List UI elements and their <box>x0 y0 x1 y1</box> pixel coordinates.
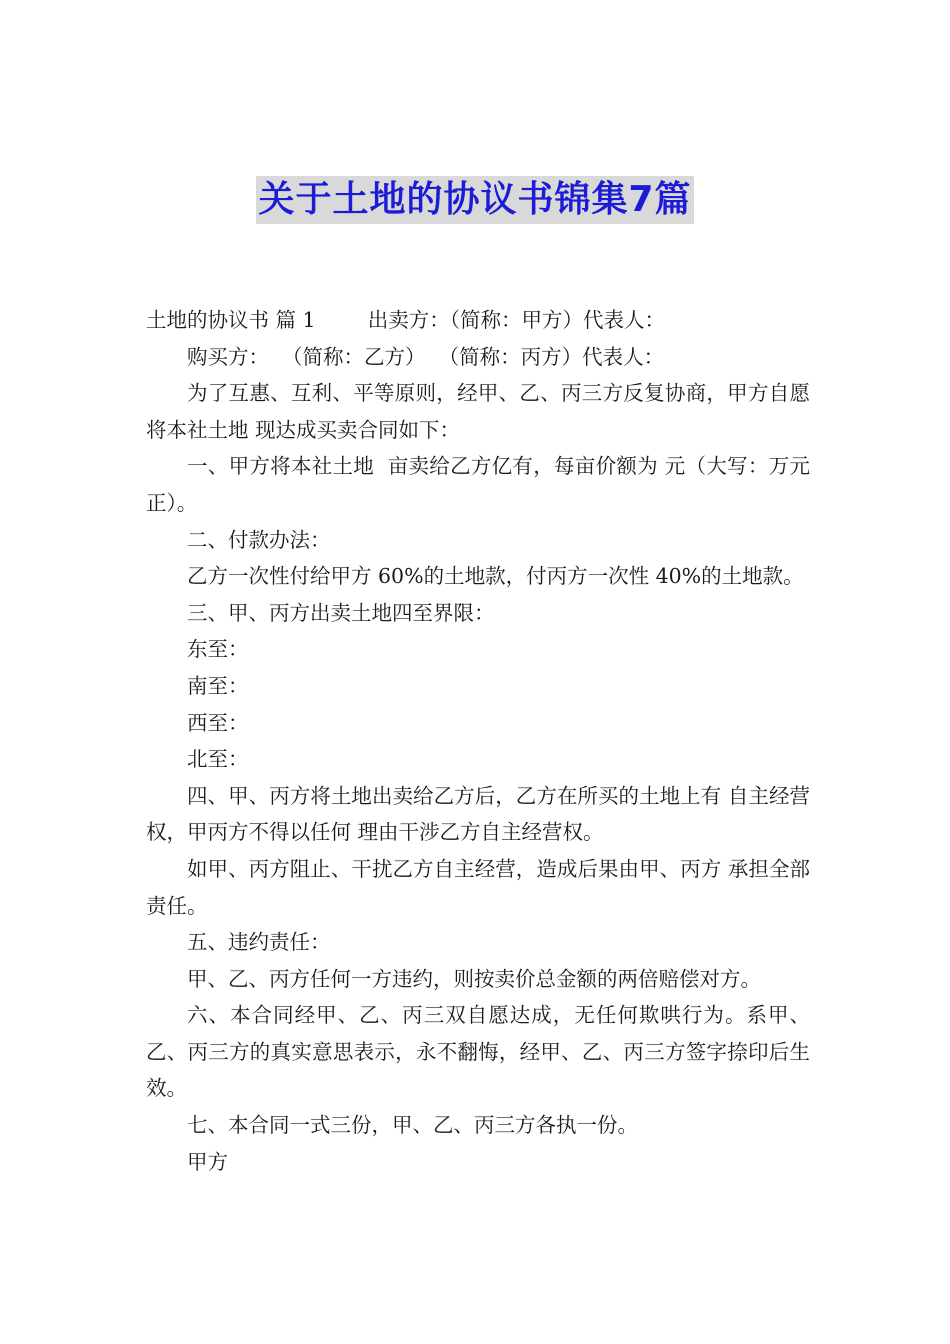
title-container <box>0 176 950 224</box>
paragraph: 六、本合同经甲、乙、丙三双自愿达成，无任何欺哄行为。系甲、乙、丙三方的真实意思表示，永不翻悔，经甲、乙、丙三方签字捺印后生效。 <box>146 1003 810 1101</box>
paragraph: 三、甲、丙方出卖土地四至界限： <box>187 600 495 625</box>
paragraph: 土地的协议书 篇 1 出卖方：（简称：甲方）代表人： <box>146 308 665 332</box>
paragraph: 七、本合同一式三份，甲、乙、丙三方各执一份。 <box>187 1113 638 1138</box>
paragraph: 甲、乙、丙方任何一方违约，则按卖价总金额的两倍赔偿对方。 <box>187 966 761 991</box>
paragraph: 五、违约责任： <box>187 930 331 955</box>
paragraph: 西至： <box>187 710 249 735</box>
paragraph: 乙方一次性付给甲方 60%的土地款，付丙方一次性 40%的土地款。 <box>187 564 804 589</box>
paragraph: 一、甲方将本社土地 亩卖给乙方亿有，每亩价额为 元（大写：万元正）。 <box>146 454 810 515</box>
paragraph: 东至： <box>187 637 249 662</box>
paragraph: 如甲、丙方阻止、干扰乙方自主经营，造成后果由甲、丙方 承担全部责任。 <box>146 856 810 918</box>
paragraph: 北至： <box>187 747 249 772</box>
paragraph: 南至： <box>187 673 249 698</box>
paragraph: 二、付款办法： <box>187 527 331 552</box>
document-title: 关于土地的协议书锦集7篇 <box>256 176 693 224</box>
paragraph: 四、甲、丙方将土地出卖给乙方后，乙方在所买的土地上有 自主经营权，甲丙方不得以任何 理由干涉乙方自主经营权。 <box>146 783 810 845</box>
paragraph: 为了互惠、互利、平等原则，经甲、乙、丙三方反复协商，甲方自愿将本社土地 现达成买卖合同如下： <box>146 381 810 442</box>
paragraph: 甲方 <box>187 1149 228 1174</box>
paragraph: 购买方： （简称：乙方） （简称：丙方）代表人： <box>187 344 665 369</box>
document-body <box>146 302 810 1180</box>
